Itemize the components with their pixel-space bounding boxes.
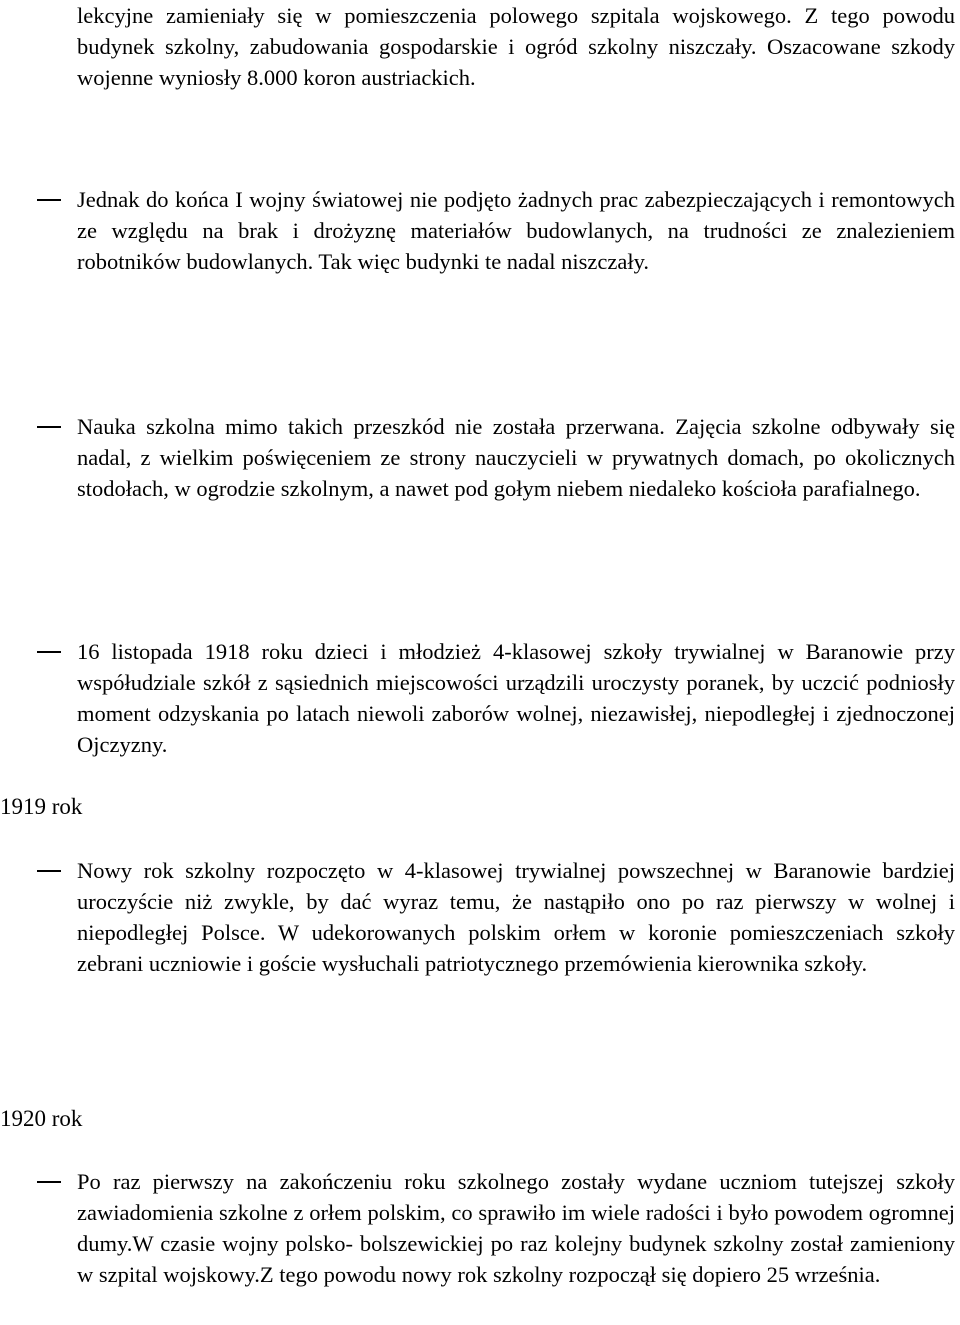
- dash-bullet: [37, 426, 61, 428]
- list-item: [37, 411, 955, 504]
- dash-bullet: [37, 199, 61, 201]
- list-item: [37, 184, 955, 277]
- year-heading-1919: 1919 rok: [0, 794, 83, 819]
- list-item-text: Po raz pierwszy na zakończeniu roku szkolnego zostały wydane uczniom tutejszej szkoły zawiadomienia szkolne z orłem polskim, co sprawiło im wiele radości i było powodem ogromnej dumy.W czasie wojny polsko- bolszewickiej po raz kolejny budynek szkolny został zamieniony w szpital wojskowy.Z tego powodu nowy rok szkolny rozpoczął się dopiero 25 września.: [77, 1169, 955, 1287]
- list-item-text: Nauka szkolna mimo takich przeszkód nie została przerwana. Zajęcia szkolne odbywały się nadal, z wielkim poświęceniem ze strony nauczycieli w prywatnych domach, po okolicznych stodołach, w ogrodzie szkolnym, a nawet pod gołym niebem niedaleko kościoła parafialnego.: [77, 414, 955, 501]
- year-heading-1920: 1920 rok: [0, 1106, 83, 1131]
- intro-paragraph: [77, 0, 955, 93]
- list-item: [37, 855, 955, 979]
- list-item-text: Nowy rok szkolny rozpoczęto w 4-klasowej trywialnej powszechnej w Baranowie bardziej uroczyście niż zwykle, by dać wyraz temu, że nastąpiło ono po raz pierwszy w wolnej i niepodległej Polsce. W udekorowanych polskim orłem w koronie pomieszczeniach szkoły zebrani uczniowie i goście wysłuchali patriotycznego przemówienia kierownika szkoły.: [77, 858, 955, 976]
- list-item-text: 16 listopada 1918 roku dzieci i młodzież 4-klasowej szkoły trywialnej w Baranowie przy współudziale szkół z sąsiednich miejscowości urządzili uroczysty poranek, by uczcić podniosły moment odzyskania po latach niewoli zaborów wolnej, niezawisłej, niepodległej i zjednoczonej Ojczyzny.: [77, 639, 955, 757]
- dash-bullet: [37, 1181, 61, 1183]
- dash-bullet: [37, 651, 61, 653]
- list-item: [37, 1166, 955, 1290]
- intro-text: lekcyjne zamieniały się w pomieszczenia polowego szpitala wojskowego. Z tego powodu budynek szkolny, zabudowania gospodarskie i ogród szkolny niszczały. Oszacowane szkody wojenne wyniosły 8.000 koron austriackich.: [77, 3, 955, 90]
- dash-bullet: [37, 870, 61, 872]
- list-item-text: Jednak do końca I wojny światowej nie podjęto żadnych prac zabezpieczających i remontowych ze względu na brak i drożyznę materiałów budowlanych, na trudności ze znalezieniem robotników budowlanych. Tak więc budynki te nadal niszczały.: [77, 187, 955, 274]
- list-item: [37, 636, 955, 760]
